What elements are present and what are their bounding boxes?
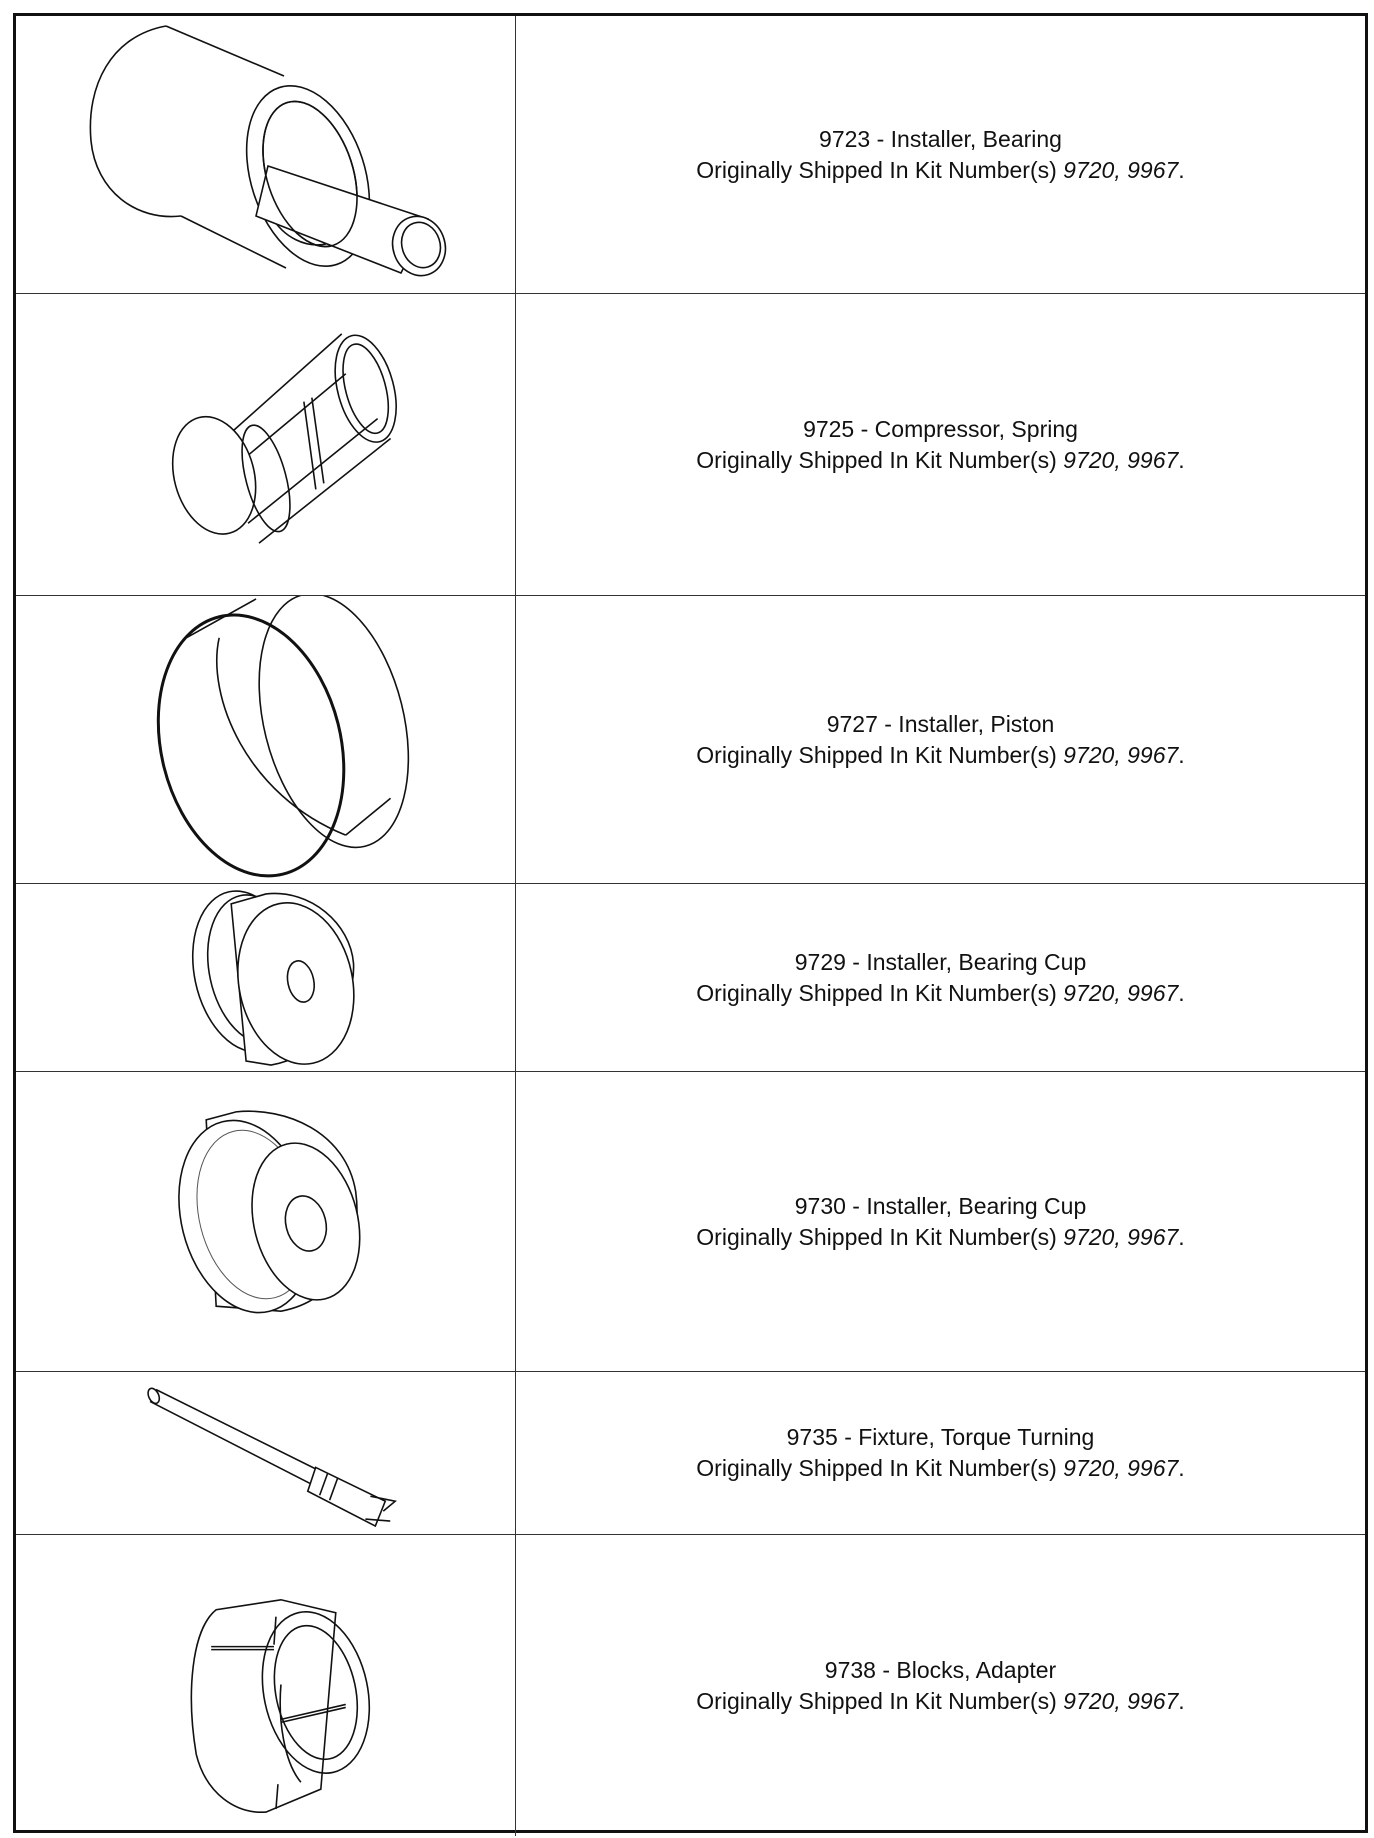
tool-title: 9730 - Installer, Bearing Cup <box>794 1192 1087 1219</box>
tool-description <box>516 16 1365 293</box>
kit-line: Originally Shipped In Kit Number(s) 9720, 9967. <box>696 446 1185 473</box>
tool-image-cell <box>16 596 516 883</box>
tool-image-cell <box>16 1535 516 1836</box>
tool-image-cell <box>16 1072 516 1371</box>
kit-line-prefix: Originally Shipped In Kit Number(s) <box>696 979 1057 1006</box>
table-row <box>16 1534 1365 1836</box>
tool-title: 9729 - Installer, Bearing Cup <box>794 948 1087 975</box>
piston-installer-drawing <box>16 596 516 883</box>
tool-description <box>516 884 1365 1071</box>
bearing-cup-installer-drawing <box>16 1072 516 1371</box>
kit-line: Originally Shipped In Kit Number(s) 9720, 9967. <box>696 156 1185 183</box>
kit-line: Originally Shipped In Kit Number(s) 9720, 9967. <box>696 979 1185 1006</box>
kit-numbers: 9720, 9967 <box>1063 979 1179 1006</box>
kit-line-prefix: Originally Shipped In Kit Number(s) <box>696 446 1057 473</box>
kit-line-prefix: Originally Shipped In Kit Number(s) <box>696 156 1057 183</box>
tool-title: 9723 - Installer, Bearing <box>819 125 1062 152</box>
tool-title: 9738 - Blocks, Adapter <box>824 1656 1057 1683</box>
torque-fixture-drawing <box>16 1372 516 1534</box>
kit-line: Originally Shipped In Kit Number(s) 9720, 9967. <box>696 1223 1185 1250</box>
adapter-blocks-drawing <box>16 1535 516 1836</box>
kit-numbers: 9720, 9967 <box>1063 156 1179 183</box>
spring-compressor-drawing <box>16 294 516 595</box>
tool-description <box>516 1372 1365 1534</box>
tool-image-cell <box>16 884 516 1071</box>
kit-line-prefix: Originally Shipped In Kit Number(s) <box>696 1687 1057 1714</box>
tool-image-cell <box>16 16 516 293</box>
tool-description <box>516 596 1365 883</box>
kit-numbers: 9720, 9967 <box>1063 1223 1179 1250</box>
tool-title: 9735 - Fixture, Torque Turning <box>786 1424 1095 1450</box>
tool-title: 9727 - Installer, Piston <box>826 710 1055 737</box>
kit-line-prefix: Originally Shipped In Kit Number(s) <box>696 1455 1057 1481</box>
tool-table <box>13 13 1368 1833</box>
kit-line: Originally Shipped In Kit Number(s) 9720, 9967. <box>696 1455 1185 1481</box>
kit-line-prefix: Originally Shipped In Kit Number(s) <box>696 741 1057 768</box>
tool-description <box>516 1535 1365 1836</box>
table-row <box>16 1071 1365 1371</box>
tool-image-cell <box>16 294 516 595</box>
table-row <box>16 293 1365 595</box>
kit-numbers: 9720, 9967 <box>1063 741 1179 768</box>
kit-line: Originally Shipped In Kit Number(s) 9720, 9967. <box>696 1687 1185 1714</box>
tool-image-cell <box>16 1372 516 1534</box>
tool-description <box>516 294 1365 595</box>
bearing-installer-drawing <box>16 16 516 293</box>
table-row <box>16 1371 1365 1534</box>
kit-numbers: 9720, 9967 <box>1063 1455 1179 1481</box>
tool-title: 9725 - Compressor, Spring <box>803 415 1078 442</box>
kit-numbers: 9720, 9967 <box>1063 446 1179 473</box>
table-row <box>16 883 1365 1071</box>
kit-line: Originally Shipped In Kit Number(s) 9720, 9967. <box>696 741 1185 768</box>
kit-line-prefix: Originally Shipped In Kit Number(s) <box>696 1223 1057 1250</box>
tool-description <box>516 1072 1365 1371</box>
bearing-cup-installer-drawing <box>16 884 516 1071</box>
table-row <box>16 595 1365 883</box>
table-row <box>16 16 1365 293</box>
kit-numbers: 9720, 9967 <box>1063 1687 1179 1714</box>
